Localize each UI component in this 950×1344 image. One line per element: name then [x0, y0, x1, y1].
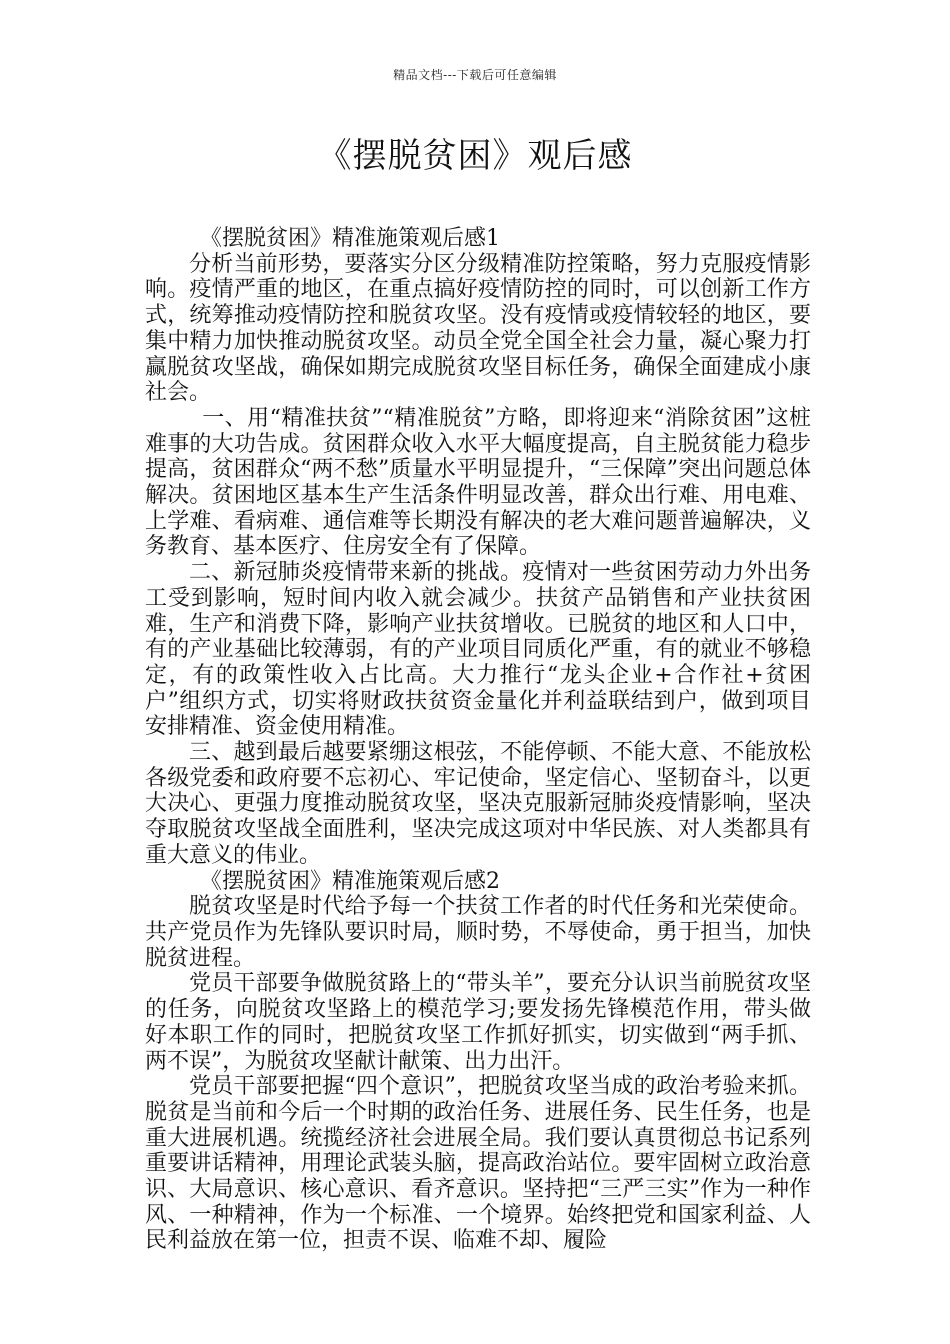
section-heading-2: 《摆脱贫困》精准施策观后感2 [200, 868, 500, 894]
paragraph: 党员干部要争做脱贫路上的“带头羊”，要充分认识当前脱贫攻坚的任务，向脱贫攻坚路上的模范学习;要发扬先锋模范作用，带头做好本职工作的同时，把脱贫攻坚工作抓好抓实，切实做到“两手抓、两不误”，为脱贫攻坚献计献策、出力出汗。 [145, 971, 811, 1074]
paragraph: 分析当前形势，要落实分区分级精准防控策略，努力克服疫情影响。疫情严重的地区，在重点搞好疫情防控的同时，可以创新工作方式，统筹推动疫情防控和脱贫攻坚。没有疫情或疫情较轻的地区，要集中精力加快推动脱贫攻坚。动员全党全国全社会力量，凝心聚力打赢脱贫攻坚战，确保如期完成脱贫攻坚目标任务，确保全面建成小康社会。 [145, 251, 811, 406]
section-heading-1: 《摆脱贫困》精准施策观后感1 [200, 226, 500, 251]
paragraph: 脱贫攻坚是时代给予每一个扶贫工作者的时代任务和光荣使命。共产党员作为先锋队要识时局，顺时势，不辱使命，勇于担当，加快脱贫进程。 [145, 894, 811, 971]
document-title: 《摆脱贫困》观后感 [317, 136, 633, 176]
paragraph: 三、越到最后越要紧绷这根弦，不能停顿、不能大意、不能放松各级党委和政府要不忘初心、牢记使命，坚定信心、坚韧奋斗，以更大决心、更强力度推动脱贫攻坚，坚决克服新冠肺炎疫情影响，坚决夺取脱贫攻坚战全面胜利，坚决完成这项对中华民族、对人类都具有重大意义的伟业。 [145, 740, 811, 868]
header-note: 精品文档---下载后可任意编辑 [393, 68, 557, 82]
paragraph: 一、用“精准扶贫”“精准脱贫”方略，即将迎来“消除贫困”这桩难事的大功告成。贫困群众收入水平大幅度提高，自主脱贫能力稳步提高，贫困群众“两不愁”质量水平明显提升，“三保障”突出问题总体解决。贫困地区基本生产生活条件明显改善，群众出行难、用电难、上学难、看病难、通信难等长期没有解决的老大难问题普遍解决，义务教育、基本医疗、住房安全有了保障。 [145, 405, 811, 560]
document-body [145, 226, 811, 1254]
paragraph: 二、新冠肺炎疫情带来新的挑战。疫情对一些贫困劳动力外出务工受到影响，短时间内收入就会减少。扶贫产品销售和产业扶贫困难，生产和消费下降，影响产业扶贫增收。已脱贫的地区和人口中，有的产业基础比较薄弱，有的产业项目同质化严重，有的就业不够稳定，有的政策性收入占比高。大力推行“龙头企业+合作社+贫困户”组织方式，切实将财政扶贫资金量化并利益联结到户，做到项目安排精准、资金使用精准。 [145, 560, 811, 740]
paragraph: 党员干部要把握“四个意识”，把脱贫攻坚当成的政治考验来抓。脱贫是当前和今后一个时期的政治任务、进展任务、民生任务，也是重大进展机遇。统揽经济社会进展全局。我们要认真贯彻总书记系列重要讲话精神，用理论武装头脑，提高政治站位。要牢固树立政治意识、大局意识、核心意识、看齐意识。坚持把“三严三实”作为一种作风、一种精神，作为一个标准、一个境界。始终把党和国家利益、人民利益放在第一位，担责不误、临难不却、履险 [145, 1074, 811, 1254]
